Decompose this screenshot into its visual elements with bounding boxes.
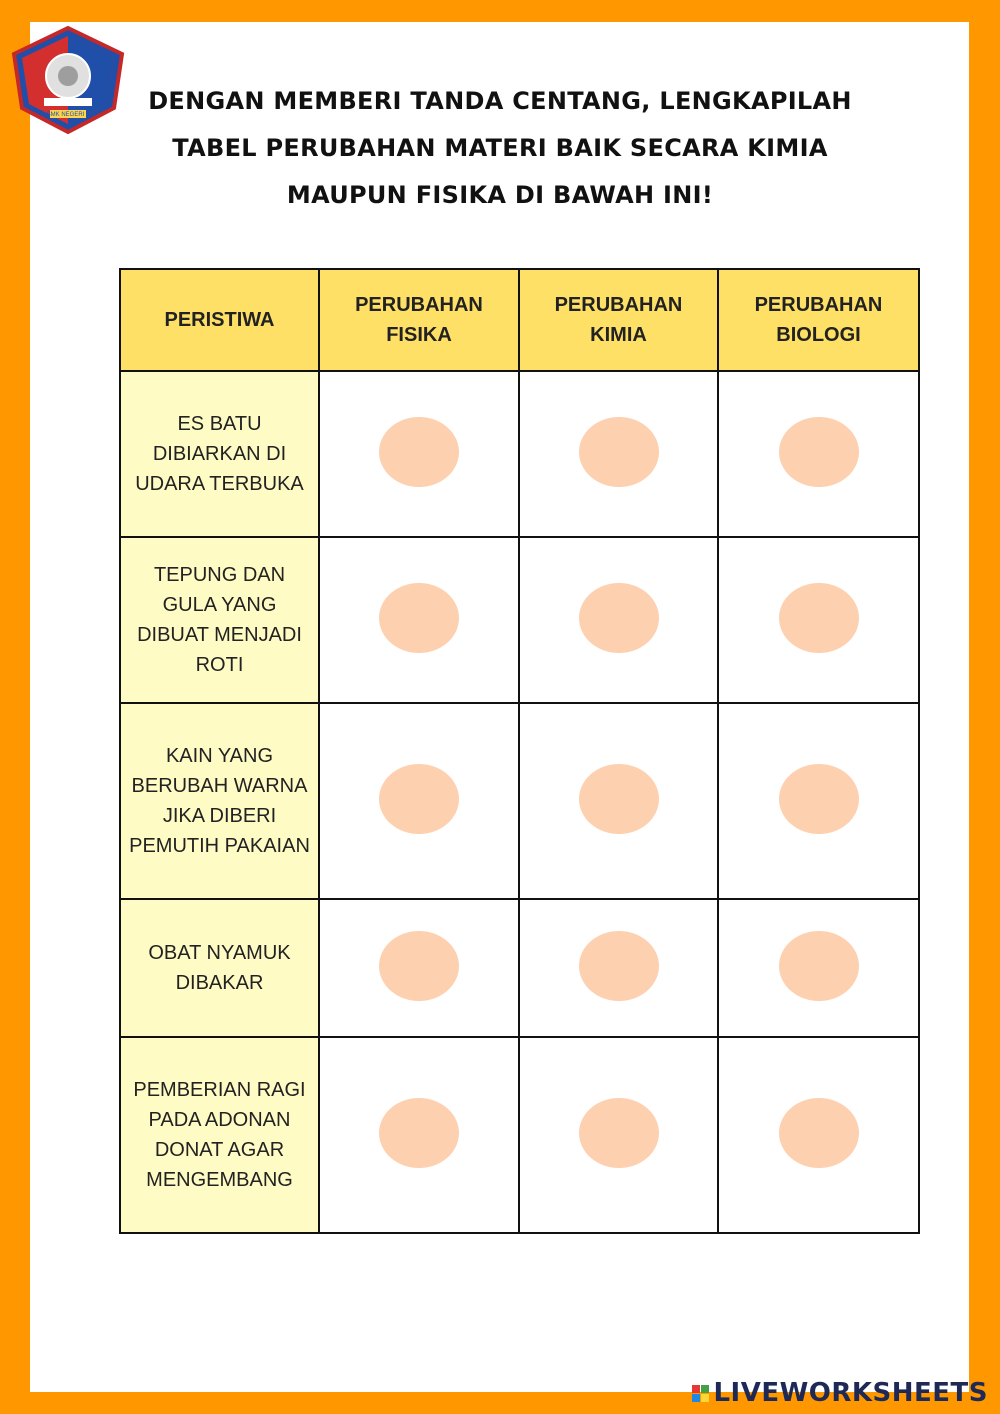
answer-target-biologi[interactable] [779, 931, 859, 1001]
answer-cell-fisika [319, 899, 519, 1037]
answer-cell-fisika [319, 371, 519, 537]
header-peristiwa: PERISTIWA [120, 269, 319, 371]
table-row [120, 703, 919, 899]
table-row [120, 537, 919, 703]
table-row [120, 1037, 919, 1233]
answer-target-biologi[interactable] [779, 1098, 859, 1168]
answer-cell-fisika [319, 1037, 519, 1233]
answer-cell-kimia [519, 371, 718, 537]
header-perubahan-biologi: PERUBAHAN BIOLOGI [718, 269, 919, 371]
answer-target-fisika[interactable] [379, 583, 459, 653]
answer-cell-kimia [519, 1037, 718, 1233]
table-header-row [120, 269, 919, 371]
answer-cell-biologi [718, 371, 919, 537]
answer-cell-biologi [718, 899, 919, 1037]
logo-text: SMK NEGERI 1 [46, 112, 90, 118]
event-cell: PEMBERIAN RAGI PADA ADONAN DONAT AGAR MENGEMBANG [120, 1037, 319, 1233]
event-cell: KAIN YANG BERUBAH WARNA JIKA DIBERI PEMUTIH PAKAIAN [120, 703, 319, 899]
event-cell: OBAT NYAMUK DIBAKAR [120, 899, 319, 1037]
table-row [120, 371, 919, 537]
instruction-heading: DENGAN MEMBERI TANDA CENTANG, LENGKAPILAH TABEL PERUBAHAN MATERI BAIK SECARA KIMIA MAUPUN FISIKA DI BAWAH INI! [148, 87, 852, 209]
answer-target-fisika[interactable] [379, 1098, 459, 1168]
table-row [120, 899, 919, 1037]
answer-cell-biologi [718, 537, 919, 703]
answer-target-biologi[interactable] [779, 417, 859, 487]
answer-target-kimia[interactable] [579, 764, 659, 834]
answer-cell-kimia [519, 703, 718, 899]
answer-target-kimia[interactable] [579, 417, 659, 487]
answer-target-fisika[interactable] [379, 931, 459, 1001]
liveworksheets-logo-icon [692, 1385, 709, 1402]
answer-cell-biologi [718, 703, 919, 899]
event-cell: ES BATU DIBIARKAN DI UDARA TERBUKA [120, 371, 319, 537]
school-crest-icon [10, 26, 126, 134]
answer-target-biologi[interactable] [779, 583, 859, 653]
answer-cell-kimia [519, 537, 718, 703]
liveworksheets-brand [692, 1378, 988, 1408]
change-classification-table [119, 268, 920, 1234]
answer-target-biologi[interactable] [779, 764, 859, 834]
header-perubahan-kimia: PERUBAHAN KIMIA [519, 269, 718, 371]
answer-cell-biologi [718, 1037, 919, 1233]
event-cell: TEPUNG DAN GULA YANG DIBUAT MENJADI ROTI [120, 537, 319, 703]
brand-wordmark: LIVEWORKSHEETS [713, 1378, 988, 1408]
answer-cell-kimia [519, 899, 718, 1037]
answer-target-kimia[interactable] [579, 583, 659, 653]
answer-target-kimia[interactable] [579, 1098, 659, 1168]
answer-target-kimia[interactable] [579, 931, 659, 1001]
answer-target-fisika[interactable] [379, 417, 459, 487]
answer-cell-fisika [319, 537, 519, 703]
header-perubahan-fisika: PERUBAHAN FISIKA [319, 269, 519, 371]
answer-target-fisika[interactable] [379, 764, 459, 834]
answer-cell-fisika [319, 703, 519, 899]
